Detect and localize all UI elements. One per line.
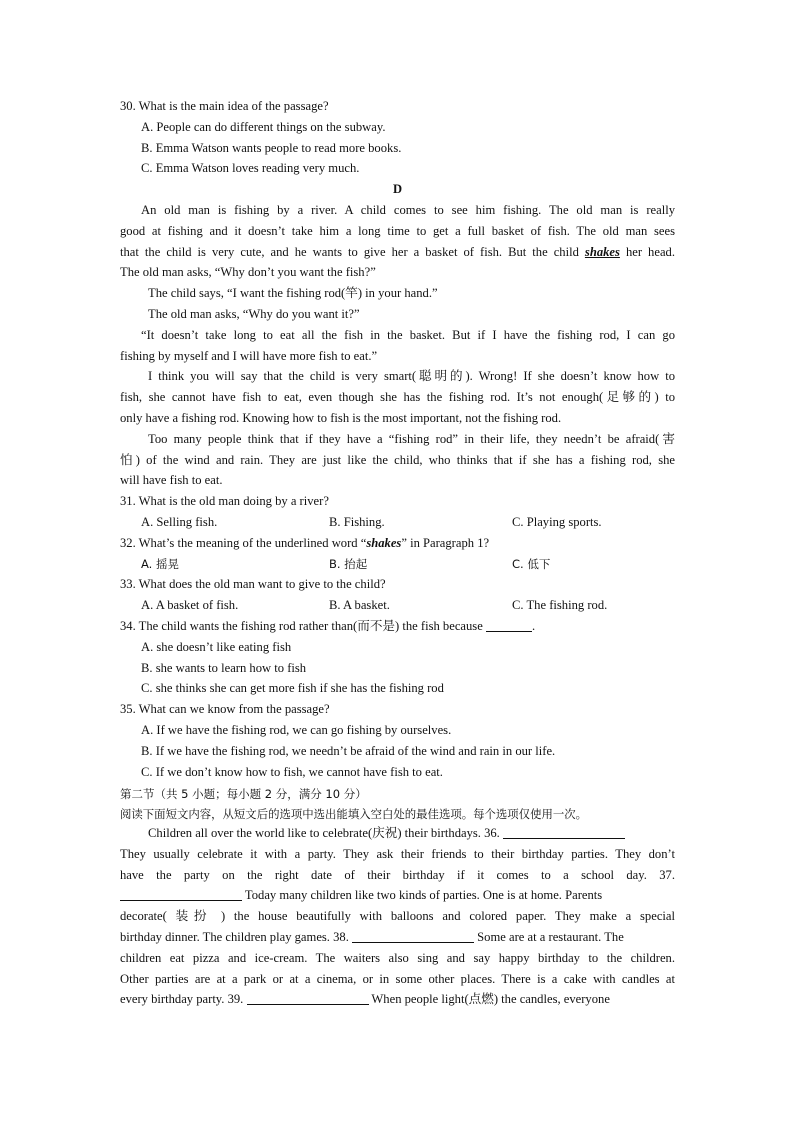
passage-text: her head.	[619, 244, 675, 259]
passage-line: will have fish to eat.	[120, 473, 223, 488]
option: C. Emma Watson loves reading very much.	[141, 161, 360, 176]
quoted-word: shakes	[366, 535, 402, 550]
passage-line: good at fishing and it doesn’t take him a long time to get a full basket of fish. The old man sees	[120, 223, 675, 238]
passage-line	[120, 823, 675, 844]
question-32-stem	[120, 533, 675, 554]
passage-line: children eat pizza and ice-cream. The waiters also sing and say happy birthday to the children.	[120, 950, 675, 965]
answer-blank-37[interactable]	[120, 887, 242, 901]
answer-blank[interactable]	[486, 618, 532, 632]
answer-blank-39[interactable]	[247, 991, 369, 1005]
passage-text: Some are at a restaurant. The	[477, 930, 624, 945]
passage-line: Too many people think that if they have a “fishing rod” in their life, they needn’t be afraid(害	[148, 431, 675, 446]
underlined-word: shakes	[584, 244, 620, 259]
passage-line	[120, 989, 675, 1010]
option: A. People can do different things on the subway.	[141, 119, 386, 134]
exam-page	[120, 96, 675, 1010]
passage-heading: D	[392, 182, 403, 197]
passage-line	[120, 885, 675, 906]
passage-text: that the child is very cute, and he wants to give her a basket of fish. But the child	[120, 244, 585, 259]
section-instruction: 阅读下面短文内容，从短文后的选项中选出能填入空白处的最佳选项。每个选项仅使用一次。	[120, 807, 588, 822]
option: C. 低下	[512, 556, 551, 571]
passage-text: When people light(点燃) the candles, everyone	[371, 992, 610, 1007]
option: B. 抬起	[329, 556, 368, 571]
passage-line: Other parties are at a park or at a cinema, or in some other places. There is a cake with candles at	[120, 971, 675, 986]
passage-line: They usually celebrate it with a party. They ask their friends to their birthday parties. They don’t	[120, 846, 675, 861]
passage-text: Children all over the world like to celebrate(庆祝) their birthdays. 36.	[148, 826, 500, 841]
passage-text: Today many children like two kinds of parties. One is at home. Parents	[244, 888, 603, 903]
option: C. she thinks she can get more fish if she has the fishing rod	[141, 681, 444, 696]
stem-text: 32. What’s the meaning of the underlined word “	[120, 535, 367, 550]
question-31-stem: 31. What is the old man doing by a river?	[120, 494, 329, 509]
passage-line: An old man is fishing by a river. A child comes to see him fishing. The old man is really	[141, 202, 675, 217]
section-title: 第二节（共 5 小题；每小题 2 分，满分 10 分）	[120, 787, 367, 802]
passage-line: “It doesn’t take long to eat all the fish in the basket. But if I have the fishing rod, I can go	[141, 327, 675, 342]
option: C. If we don’t know how to fish, we cannot have fish to eat.	[141, 764, 443, 779]
passage-line: only have a fishing rod. Knowing how to fish is the most important, not the fishing rod.	[120, 410, 562, 425]
options-row	[120, 512, 675, 533]
option: A. 摇晃	[141, 556, 179, 571]
answer-blank-38[interactable]	[352, 929, 474, 943]
option: B. Emma Watson wants people to read more books.	[141, 140, 402, 155]
passage-line	[120, 927, 675, 948]
passage-line: The old man asks, “Why don’t you want the fish?”	[120, 265, 376, 280]
option: A. she doesn’t like eating fish	[141, 639, 292, 654]
question-33-stem: 33. What does the old man want to give to the child?	[120, 577, 386, 592]
passage-text: every birthday party. 39.	[120, 992, 244, 1007]
option: B. she wants to learn how to fish	[141, 660, 307, 675]
passage-line: The old man asks, “Why do you want it?”	[148, 306, 360, 321]
options-row	[120, 554, 675, 575]
options-row	[120, 595, 675, 616]
answer-blank-36[interactable]	[503, 825, 625, 839]
question-30-stem: 30. What is the main idea of the passage?	[120, 99, 329, 113]
stem-text: ” in Paragraph 1?	[401, 535, 490, 550]
passage-line: I think you will say that the child is very smart(聪明的). Wrong! If she doesn’t know how to	[148, 369, 675, 384]
option: A. A basket of fish.	[141, 598, 239, 613]
question-35-stem: 35. What can we know from the passage?	[120, 702, 330, 717]
stem-text: .	[531, 618, 536, 633]
passage-text: birthday dinner. The children play games. 38.	[120, 930, 349, 945]
option: A. Selling fish.	[141, 514, 218, 529]
option: A. If we have the fishing rod, we can go fishing by ourselves.	[141, 722, 452, 737]
passage-line: 怕) of the wind and rain. They are just like the child, who thinks that if she has a fishing rod, she	[120, 452, 675, 467]
option: B. Fishing.	[329, 514, 385, 529]
stem-text: 34. The child wants the fishing rod rather than(而不是) the fish because	[120, 618, 486, 633]
passage-line: have the party on the right date of their birthday if it comes to a school day. 37.	[120, 867, 675, 882]
passage-line: fish, she cannot have fish to eat, even though she has the fishing rod. It’s not enough(足够的) to	[120, 390, 675, 405]
question-34-stem	[120, 616, 675, 637]
option: B. A basket.	[329, 598, 390, 613]
passage-line: decorate( 装扮 ) the house beautifully with balloons and colored paper. They make a special	[120, 909, 675, 924]
option: B. If we have the fishing rod, we needn’t be afraid of the wind and rain in our life.	[141, 743, 556, 758]
passage-line	[120, 242, 675, 263]
option: C. Playing sports.	[512, 514, 602, 529]
passage-line: fishing by myself and I will have more fish to eat.”	[120, 348, 378, 363]
passage-line: The child says, “I want the fishing rod(竿) in your hand.”	[148, 286, 438, 301]
option: C. The fishing rod.	[512, 598, 608, 613]
